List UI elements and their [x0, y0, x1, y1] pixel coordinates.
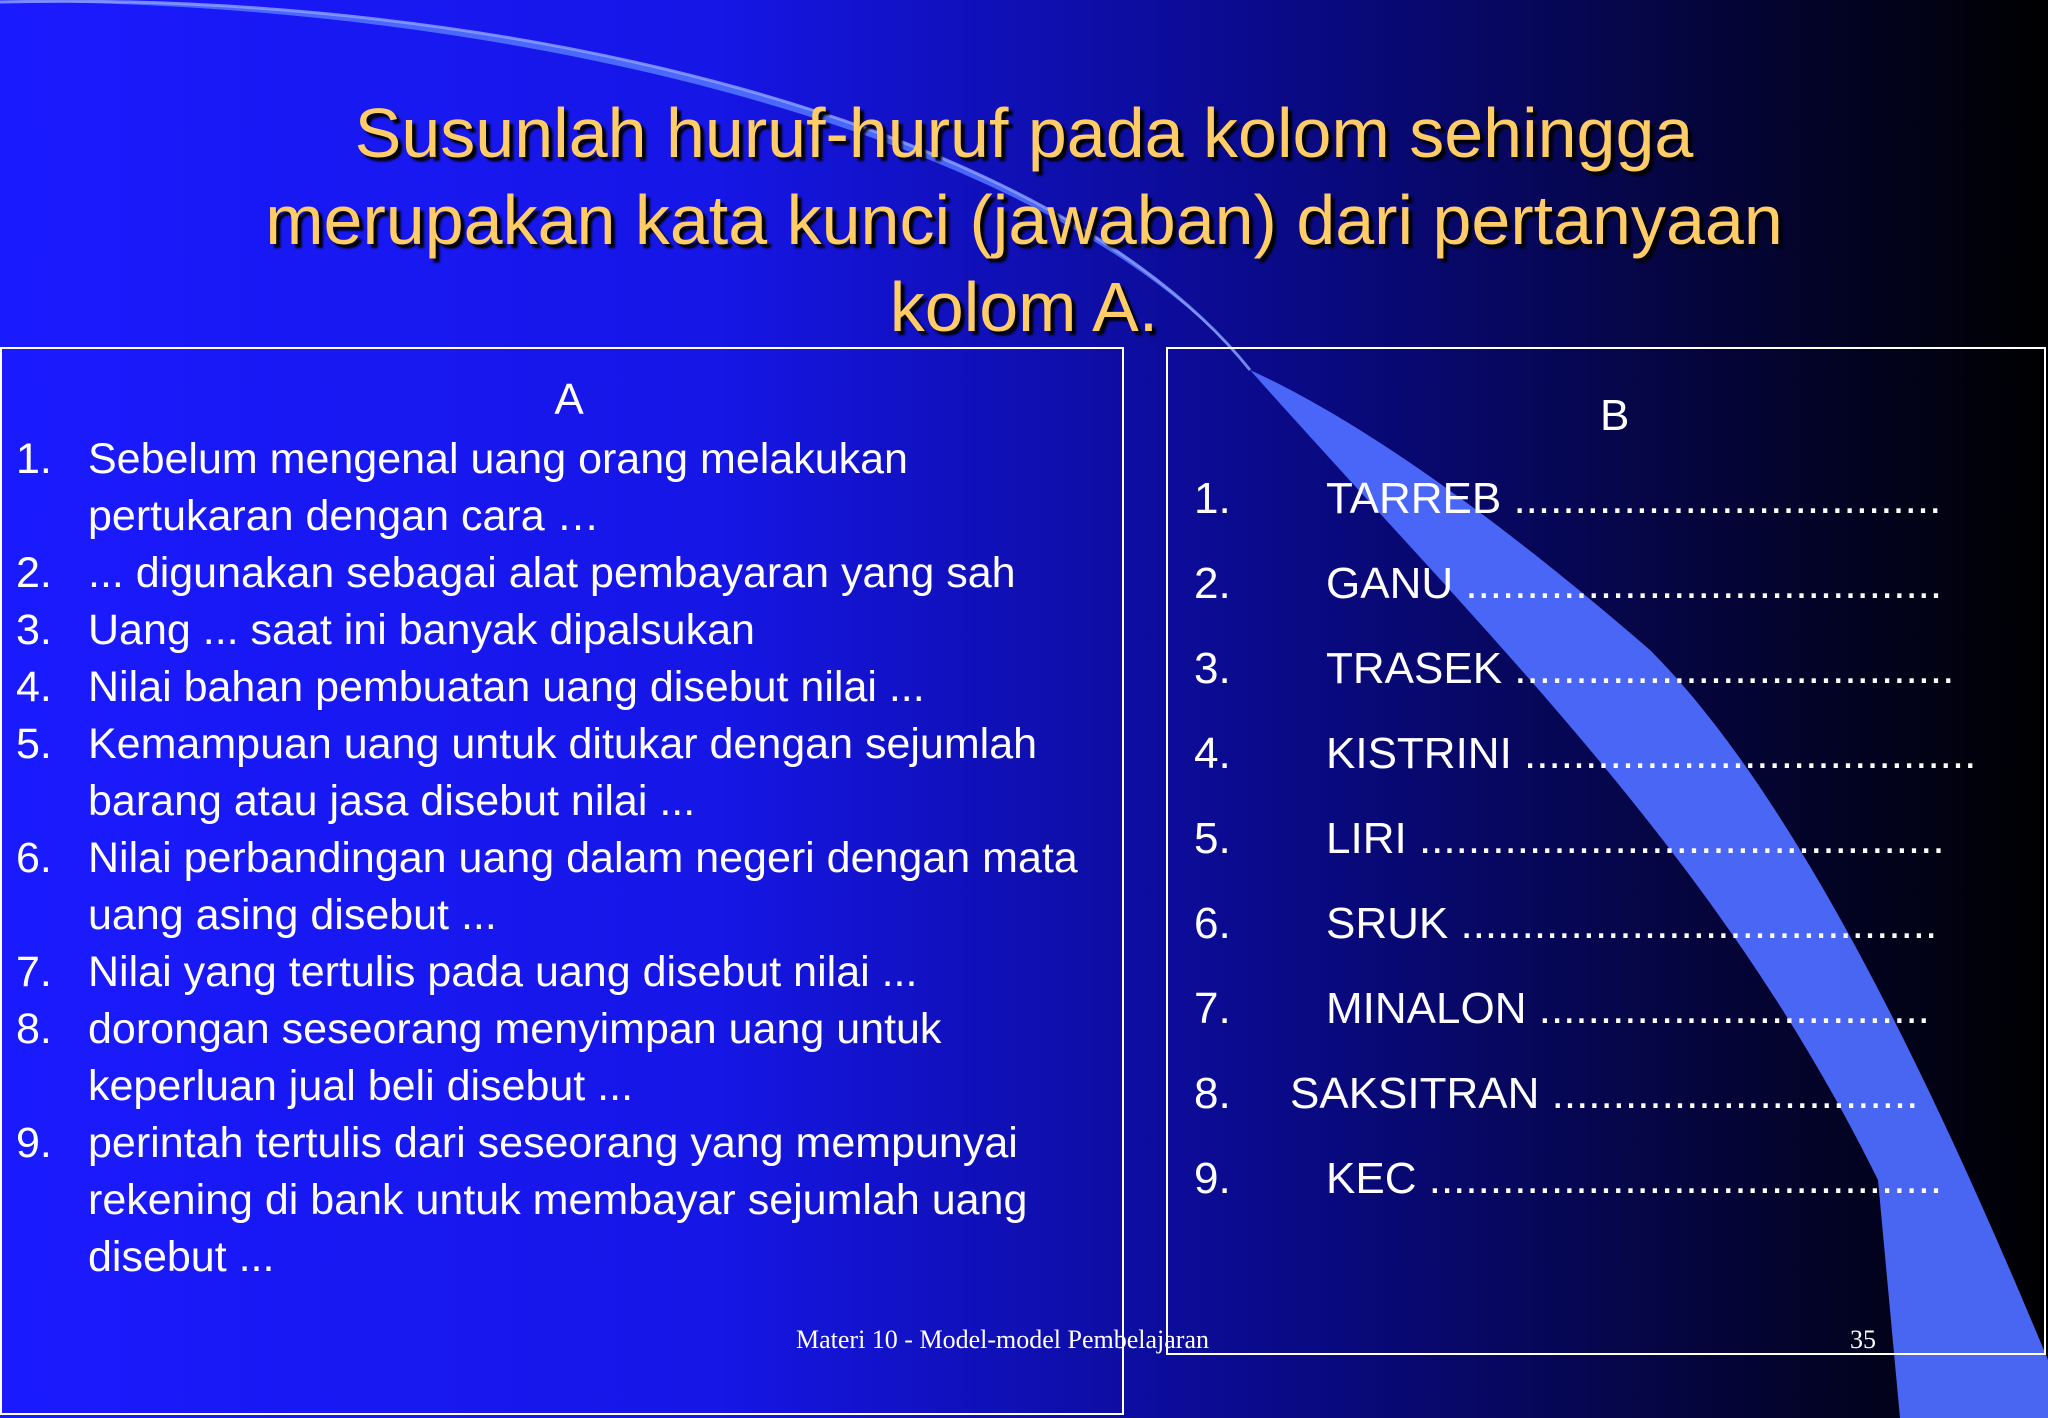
scrambled-word: TARREB: [1326, 474, 1502, 523]
title-line: kolom A.: [889, 268, 1159, 346]
item-number: 9.: [1194, 1154, 1231, 1203]
question-number: 3.: [16, 606, 52, 654]
scrambled-word-line: [1326, 639, 1954, 699]
question-item: [16, 431, 1116, 545]
answer-blank: .......................................: [1460, 899, 1938, 948]
question-text: Nilai bahan pembuatan uang disebut nilai ...: [88, 663, 925, 711]
question-number: 1.: [16, 435, 52, 483]
question-item: [16, 545, 1116, 602]
answer-panel-b: [1166, 347, 2046, 1355]
question-item: [16, 944, 1116, 1001]
title-line: merupakan kata kunci (jawaban) dari pertanyaan: [265, 181, 1783, 259]
question-text: Nilai yang tertulis pada uang disebut nilai ...: [88, 948, 918, 996]
answer-blank: ..............................: [1551, 1069, 1919, 1118]
question-item: [16, 830, 1116, 944]
question-item: [16, 659, 1116, 716]
question-list: [16, 431, 1116, 1286]
question-item: [16, 602, 1116, 659]
title-line: Susunlah huruf-huruf pada kolom sehingga: [354, 94, 1694, 172]
question-text: dorongan seseorang menyimpan uang untuk keperluan jual beli disebut ...: [88, 1005, 942, 1110]
answer-blank: ..........................................: [1428, 1154, 1943, 1203]
question-text: Sebelum mengenal uang orang melakukan pertukaran dengan cara …: [88, 435, 908, 540]
scrambled-word: GANU: [1326, 559, 1454, 608]
item-number: 6.: [1194, 899, 1231, 948]
item-number: 7.: [1194, 984, 1231, 1033]
scrambled-word-line: [1326, 724, 1976, 784]
page-number: 35: [1850, 1325, 1876, 1354]
answer-blank: ...........................................: [1418, 814, 1945, 863]
question-number: 5.: [16, 720, 52, 768]
scrambled-word-line: [1326, 554, 1942, 614]
scrambled-word-line: [1326, 809, 1945, 869]
scrambled-word: LIRI: [1326, 814, 1407, 863]
scrambled-word-line: [1326, 469, 1941, 529]
question-text: perintah tertulis dari seseorang yang mempunyai rekening di bank untuk membayar sejumlah uang disebut ...: [88, 1119, 1028, 1281]
scrambled-word-line: [1326, 979, 1930, 1039]
scrambled-word: KEC: [1326, 1154, 1417, 1203]
scrambled-word: KISTRINI: [1326, 729, 1512, 778]
item-number: 2.: [1194, 559, 1231, 608]
question-panel-a: [0, 347, 1124, 1415]
question-item: [16, 1001, 1116, 1115]
question-number: 8.: [16, 1005, 52, 1053]
scrambled-word: SAKSITRAN: [1290, 1069, 1540, 1118]
item-number: 3.: [1194, 644, 1231, 693]
question-text: Uang ... saat ini banyak dipalsukan: [88, 606, 755, 654]
item-number: 4.: [1194, 729, 1231, 778]
answer-blank: ................................: [1538, 984, 1930, 1033]
question-number: 4.: [16, 663, 52, 711]
question-number: 6.: [16, 834, 52, 882]
scrambled-word-line: [1290, 1064, 1918, 1124]
item-number: 1.: [1194, 474, 1231, 523]
question-item: [16, 716, 1116, 830]
column-b-heading: B: [1600, 391, 1630, 440]
scrambled-word: SRUK: [1326, 899, 1449, 948]
answer-blank: .......................................: [1465, 559, 1943, 608]
footer-caption: Materi 10 - Model-model Pembelajaran: [796, 1325, 1209, 1354]
question-text: ... digunakan sebagai alat pembayaran yang sah: [88, 549, 1016, 597]
question-number: 9.: [16, 1119, 52, 1167]
scrambled-word: TRASEK: [1326, 644, 1503, 693]
slide-title: [120, 90, 1928, 351]
question-number: 7.: [16, 948, 52, 996]
column-a-heading: A: [554, 375, 584, 424]
scrambled-word-line: [1326, 894, 1937, 954]
question-number: 2.: [16, 549, 52, 597]
item-number: 8.: [1194, 1069, 1231, 1118]
answer-blank: .....................................: [1524, 729, 1977, 778]
item-number: 5.: [1194, 814, 1231, 863]
question-text: Nilai perbandingan uang dalam negeri dengan mata uang asing disebut ...: [88, 834, 1078, 939]
scrambled-word: MINALON: [1326, 984, 1527, 1033]
answer-blank: ....................................: [1514, 644, 1955, 693]
answer-blank: ...................................: [1513, 474, 1942, 523]
question-item: [16, 1115, 1116, 1286]
scrambled-word-line: [1326, 1149, 1942, 1209]
question-text: Kemampuan uang untuk ditukar dengan sejumlah barang atau jasa disebut nilai ...: [88, 720, 1038, 825]
